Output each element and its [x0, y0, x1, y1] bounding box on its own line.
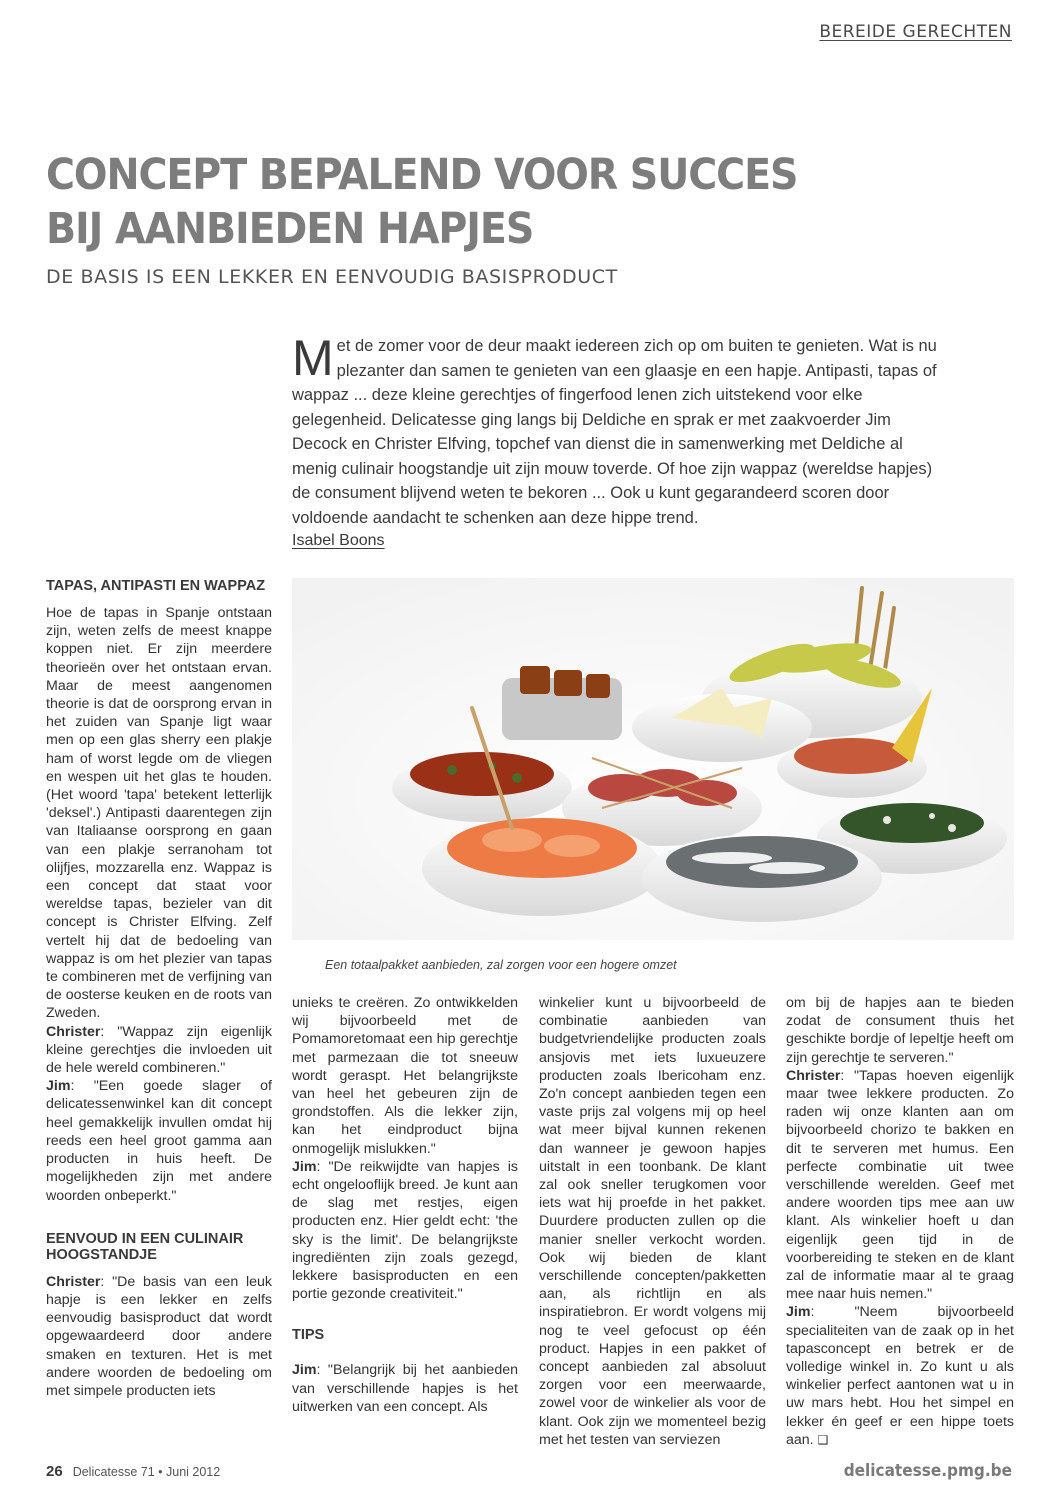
- paragraph: [786, 1067, 1014, 1304]
- food-bowls-illustration: [292, 578, 1014, 940]
- food-photo: [292, 578, 1014, 940]
- heading-tips: TIPS: [292, 1327, 325, 1344]
- paragraph: Hoe de tapas in Spanje ontstaan zijn, weten zelfs de meest knappe koppen niet. Er zijn meerdere theorieën over het ontstaan ervan. Maar de meest aangenomen theorie is dat de oorsprong ervan in het zuiden van Spanje ligt waar men op een glas sherry een plakje ham of worst legde om de vliegen en wespen uit het glas te houden. (Het woord 'tapa' betekent letterlijk 'deksel'.) Antipasti daarentegen zijn van Italiaanse oorsprong en gaan van een plakje serranoham tot olijfjes, mozzarella enz. Wappaz is een concept dat staat voor wereldse tapas, bezieler van dit concept is Christer Elfving. Zelf vertelt hij dat de bedoeling van wappaz is om het plezier van tapas te combineren met de verfijning van de oosterse keuken en de roots van Zweden.: [46, 605, 272, 1022]
- quote-text: : "Tapas hoeven eigenlijk maar twee lekkere producten. Zo raden wij onze klanten aan om bijvoorbeeld chorizo te bakken en dit te serveren met humus. Een perfecte combinatie uit twee verschillende werelden. Geef met andere woorden tips mee aan uw klant. Als winkelier hoeft u dan eigenlijk geen tijd in de voorbereiding te steken en de klant zal de informatie maar al te graag mee naar huis nemen.": [786, 1067, 1014, 1303]
- quote-text: : "De reikwijdte van hapjes is echt ongelooflijk breed. Je kunt aan de slag met restjes, eigen producten enz. Hier geldt echt: 'the sky is the limit'. De belangrijkste ingrediënten zijn zoals gezegd, lekkere basisproducten en een portie gezonde creativiteit.": [292, 1158, 518, 1303]
- drop-cap: M: [292, 330, 334, 386]
- speaker-name: Jim: [292, 1362, 317, 1379]
- section-label: BEREIDE GERECHTEN: [819, 22, 1012, 42]
- subheadline: DE BASIS IS EEN LEKKER EN EENVOUDIG BASISPRODUCT: [46, 266, 618, 288]
- column-3: [539, 994, 766, 1449]
- speaker-name: Jim: [292, 1158, 317, 1175]
- author-byline[interactable]: Isabel Boons: [292, 532, 385, 549]
- quote-text: : "Een goede slager of delicatessenwinkel kan dit concept heel gemakkelijk invullen omdat hij reeds een heel groot gamma aan producten in huis heeft. De mogelijkheden zijn met andere woorden onbeperkt.": [46, 1078, 272, 1204]
- speaker-name: Christer: [46, 1023, 101, 1040]
- heading-tapas: TAPAS, ANTIPASTI EN WAPPAZ: [46, 578, 266, 594]
- column-4: [786, 994, 1014, 1449]
- issue-info: Delicatesse 71 • Juni 2012: [72, 1465, 221, 1479]
- quote-text: : "Neem bijvoorbeeld specialiteiten van de zaak op in het tapasconcept en betrek er de volledige winkel in. Zo kunt u als winkelier perfect aantonen wat u in uw mars hebt. Hou het simpel en lekker én geef er een hippe toets aan.: [786, 1304, 1014, 1448]
- quote-text: : "De basis van een leuk hapje is een lekker en zelfs eenvoudig basisproduct dat wordt opgewaardeerd door andere smaken en texturen. Het is met andere woorden de bedoeling om met simpele producten iets: [46, 1273, 272, 1399]
- paragraph: om bij de hapjes aan te bieden zodat de consument thuis het geschikte bordje of lepeltje heeft om zijn gerechtje te serveren.": [786, 995, 1014, 1066]
- website-link[interactable]: delicatesse.pmg.be: [843, 1461, 1012, 1481]
- footer-left: [46, 1463, 220, 1480]
- speaker-name: Jim: [786, 1304, 811, 1321]
- paragraph: [46, 1023, 272, 1078]
- photo-caption: Een totaalpakket aanbieden, zal zorgen voor een hogere omzet: [325, 958, 677, 972]
- speaker-name: Jim: [46, 1078, 71, 1095]
- paragraph: [46, 1077, 272, 1204]
- paragraph: [786, 1303, 1014, 1449]
- paragraph: unieks te creëren. Zo ontwikkelden wij bijvoorbeeld met de Pomamoretomaat een hip gerechtje met parmezaan die tot sneeuw wordt geraspt. Het belangrijkste van heel het gebeuren zijn de grondstoffen. Als die lekker zijn, kan het eindproduct bijna onmogelijk mislukken.": [292, 995, 518, 1157]
- paragraph: [292, 1158, 518, 1304]
- heading-eenvoud: EENVOUD IN EEN CULINAIR HOOGSTANDJE: [46, 1230, 244, 1263]
- paragraph: winkelier kunt u bijvoorbeeld de combinatie aanbieden van budgetvriendelijke producten zoals ansjovis met iets luxueuzere producten zoals Ibericoham enz. Zo'n concept aanbieden tegen een vaste prijs zal volgens mij op heel wat meer bijval kunnen rekenen dan wanneer je gewoon hapjes uitstalt in een toonbank. De klant zal ook sneller terugkomen voor iets wat hij proefde in het pakket. Duurdere producten zullen op die manier sneller verkocht worden. Ook wij bieden de klant verschillende concepten/pakketten aan, als richtlijn en als inspiratiebron. Er wordt volgens mij nog te veel gefocust op één product. Hapjes in een pakket of concept aanbieden zal absoluut zorgen voor een meerwaarde, zowel voor de winkelier als voor de klant. Ook zijn we momenteel bezig met het testen van serviezen: [539, 995, 766, 1448]
- paragraph: [46, 1273, 272, 1400]
- headline-line-1: CONCEPT BEPALEND VOOR SUCCES: [46, 150, 798, 200]
- end-mark-icon: ❑: [817, 1432, 829, 1447]
- speaker-name: Christer: [786, 1067, 841, 1084]
- paragraph: [292, 1361, 518, 1416]
- column-1: [46, 578, 272, 1400]
- column-2: [292, 994, 518, 1416]
- quote-text: : "Belangrijk bij het aanbieden van verschillende hapjes is het uitwerken van een concept. Als: [292, 1362, 518, 1415]
- quote-text: : "Wappaz zijn eigenlijk kleine gerechtjes die invloeden uit de hele wereld combineren.": [46, 1023, 272, 1077]
- intro-text: et de zomer voor de deur maakt iedereen zich op om buiten te genieten. Wat is nu plezanter dan samen te genieten van een glaasje en een hapje. Antipasti, tapas of wappaz ... deze kleine gerechtjes of fingerfood lenen zich uitstekend voor elke gelegenheid. Delicatesse ging langs bij Deldiche en sprak er met zaakvoerder Jim Decock en Christer Elfving, topchef van dienst die in samenwerking met Deldiche al menig culinair hoogstandje uit zijn mouw toverde. Of hoe zijn wappaz (wereldse hapjes) de consument blijvend weten te bekoren ... Ook u kunt gegarandeerd scoren door voldoende aandacht te schenken aan deze hippe trend.: [292, 337, 937, 527]
- headline-line-2: BIJ AANBIEDEN HAPJES: [46, 204, 534, 254]
- speaker-name: Christer: [46, 1273, 101, 1290]
- intro-paragraph: [292, 330, 942, 530]
- headline: [46, 148, 874, 256]
- page-number: 26: [46, 1463, 63, 1480]
